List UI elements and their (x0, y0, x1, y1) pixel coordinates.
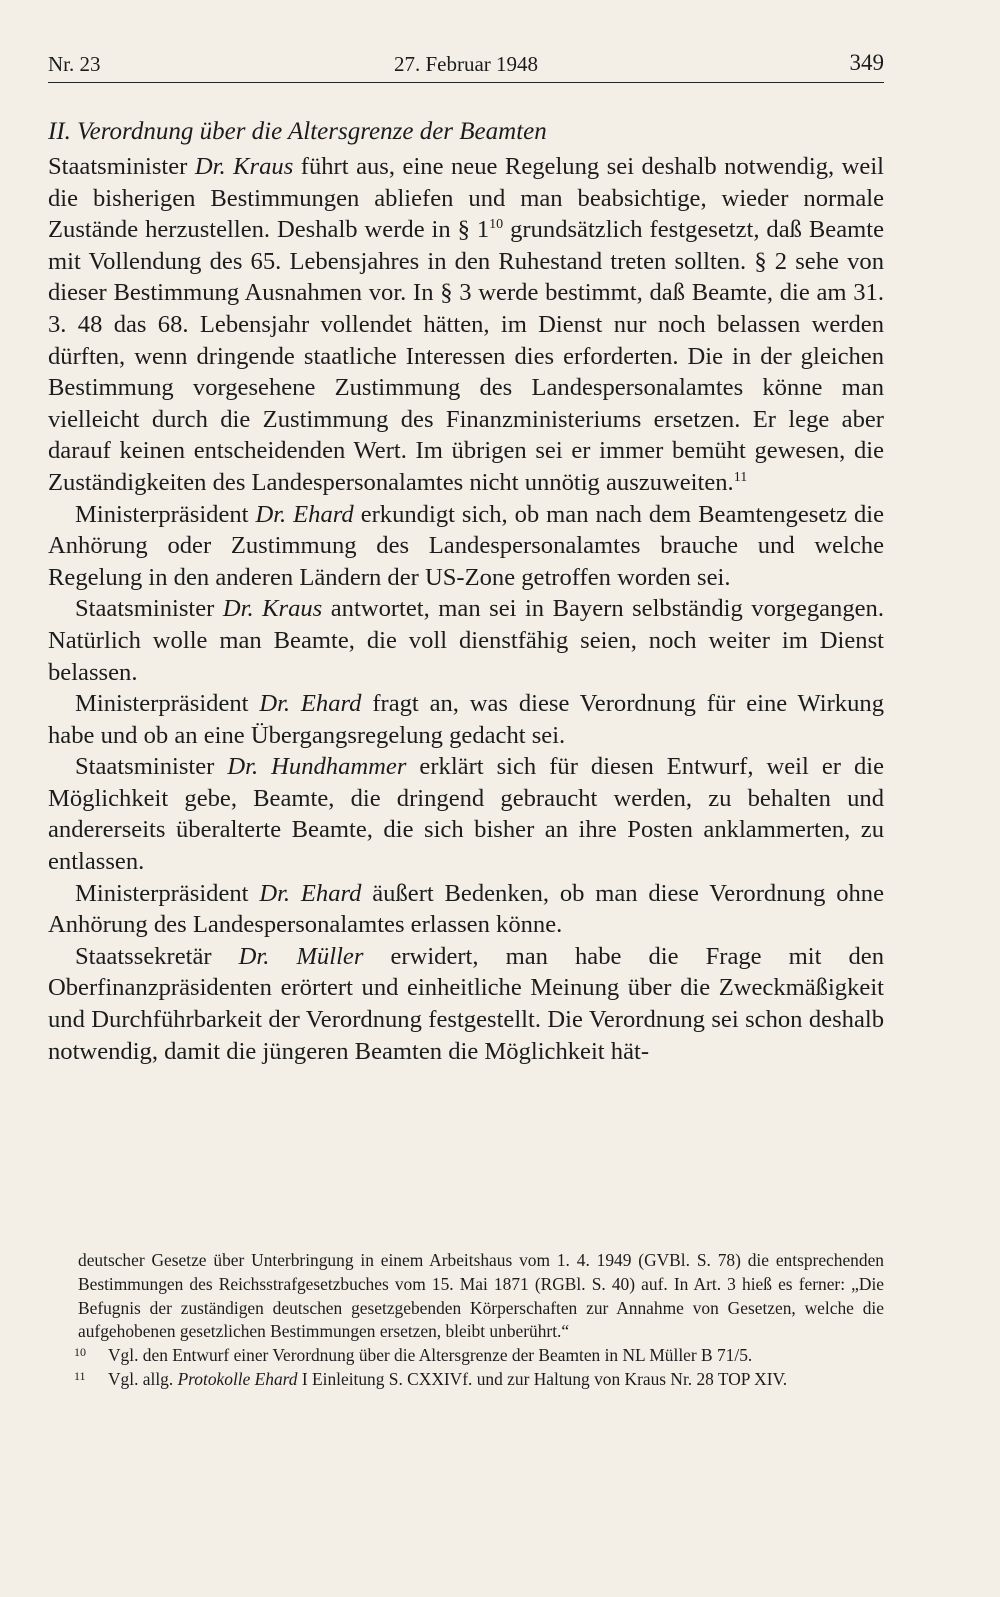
paragraph-text: antwortet, man sei in Bayern selbständig vorgegangen. Natürlich wolle man Beamte, die voll dienstfähig seien, noch weiter im Dienst belassen. (48, 595, 884, 686)
paragraph-text: äußert Bedenken, ob man diese Verordnung ohne Anhörung des Landespersonalamtes erlassen könne. (48, 879, 885, 939)
paragraph (48, 751, 884, 877)
paragraph (48, 688, 884, 751)
section-title: II. Verordnung über die Altersgrenze der Beamten (48, 118, 547, 145)
paragraph-text: grundsätzlich festgesetzt, daß Beamte mit Vollendung des 65. Lebensjahres in den Ruhestand treten sollten. § 2 sehe von dieser Bestimmung Ausnahmen vor. In § 3 werde bestimmt, daß Beamte, die am 31. 3. 48 das 68. Lebensjahr vollendet hätten, im Dienst nur noch belassen werden dürften, wenn dringende staatliche Interessen dies erforderten. Die in der gleichen Bestimmung vorgesehene Zustimmung des Landespersonalamtes könne man vielleicht durch die Zustimmung des Finanzministeriums ersetzen. Er lege aber darauf keinen entscheidenden Wert. Im übrigen sei er immer bemüht gewesen, die Zuständigkeiten des Landespersonalamtes nicht unnötig auszuweiten. (48, 216, 884, 496)
paragraph (48, 151, 884, 499)
paragraph (48, 499, 884, 594)
running-header (48, 52, 884, 83)
speaker-name: Dr. Ehard (259, 879, 362, 907)
speaker-name: Dr. Hundhammer (227, 753, 407, 781)
footnote-11 (74, 1368, 884, 1392)
footnotes (74, 1249, 884, 1392)
footnote-citation: Protokolle Ehard (177, 1368, 298, 1389)
speaker-title: Staatsminister (75, 753, 228, 781)
footnote-continuation: deutscher Gesetze über Unterbringung in einem Arbeitshaus vom 1. 4. 1949 (GVBl. S. 78) die entsprechenden Bestimmungen des Reichsstrafgesetzbuches vom 15. Mai 1871 (RGBl. S. 40) auf. In Art. 3 hieß es ferner: „Die Befugnis der zuständigen deutschen gesetzgebenden Körperschaften zur Annahme von Gesetzen, welche die aufgehobenen gesetzlichen Bestimmungen ersetzen, bleibt unberührt.“ (78, 1250, 884, 1342)
document-page (48, 0, 884, 1597)
speaker-title: Ministerpräsident (75, 690, 260, 718)
paragraph-text: führt aus, eine neue Regelung sei deshalb notwendig, weil die bisherigen Bestimmungen abliefen und man beabsichtige, wieder normale Zustände herzustellen. Deshalb werde in § 1 (48, 153, 884, 244)
speaker-name: Dr. Kraus (222, 595, 323, 623)
footnote-text: Vgl. den Entwurf einer Verordnung über die Altersgrenze der Beamten in NL Müller B 71/5. (108, 1345, 753, 1366)
page-number: 349 (849, 50, 884, 75)
paragraph (48, 593, 884, 688)
paragraph-text: erkundigt sich, ob man nach dem Beamtengesetz die Anhörung oder Zustimmung des Landespersonalamtes brauche und welche Regelung in den anderen Ländern der US-Zone getroffen worden sei. (48, 500, 884, 591)
document-date: 27. Februar 1948 (393, 52, 539, 76)
speaker-title: Staatsminister (48, 153, 195, 180)
footnote-10 (74, 1344, 884, 1368)
footnote-reference: 10 (489, 217, 504, 232)
footnote-text: I Einleitung S. CXXIVf. und zur Haltung von Kraus Nr. 28 TOP XIV. (297, 1368, 788, 1389)
paragraph-text: erklärt sich für diesen Entwurf, weil er die Möglichkeit gebe, Beamte, die dringend gebraucht werden, zu behalten und andererseits überalterte Beamte, die sich bisher an ihre Posten anklammerten, zu entlassen. (48, 753, 885, 876)
footnote-number: 10 (74, 1345, 86, 1360)
speaker-title: Staatsminister (75, 595, 223, 623)
speaker-title: Ministerpräsident (75, 879, 260, 907)
speaker-name: Dr. Ehard (259, 690, 362, 718)
document-number: Nr. 23 (48, 52, 101, 76)
speaker-title: Staatssekretär (75, 942, 239, 970)
footnote-text: Vgl. allg. (108, 1368, 178, 1389)
footnote-number: 11 (74, 1368, 86, 1383)
speaker-name: Dr. Müller (238, 942, 364, 970)
body-text (48, 151, 884, 1067)
speaker-name: Dr. Ehard (255, 500, 354, 528)
footnote-reference: 11 (733, 469, 748, 485)
speaker-title: Ministerpräsident (75, 500, 256, 528)
paragraph-text: fragt an, was diese Verordnung für eine Wirkung habe und ob an eine Übergangsregelung gedacht sei. (48, 690, 884, 749)
paragraph (48, 878, 884, 941)
speaker-name: Dr. Kraus (194, 153, 294, 180)
paragraph (48, 941, 884, 1067)
paragraph-text: erwidert, man habe die Frage mit den Oberfinanzpräsidenten erörtert und einheitliche Meinung über die Zweckmäßigkeit und Durchführbarkeit der Verordnung festgestellt. Die Verordnung sei schon deshalb notwendig, damit die jüngeren Beamten die Möglichkeit hät- (48, 942, 884, 1065)
